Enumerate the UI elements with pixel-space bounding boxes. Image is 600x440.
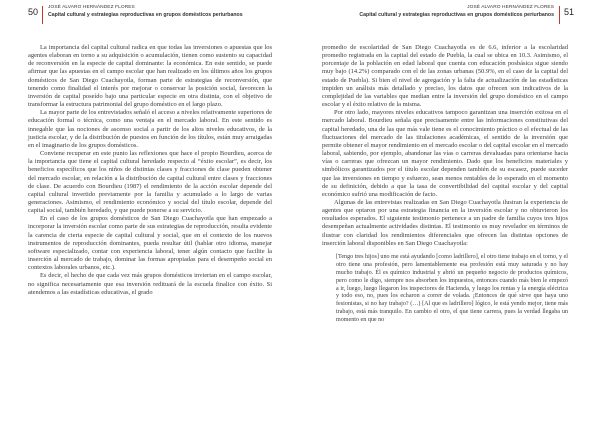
right-paragraph-3: Algunas de las entrevistas realizadas en San Diego Cuachayotla ilustran la experiencia de agentes que optaron por una estrategia financia en la inversión escolar y no obtuvieron los resultados esperados. El siguiente testimonio pertenece a un padre de familia cuyos tres hijos desempeñan actualmente actividades distintas. El testimonio es muy revelador en términos de ilustrar con claridad los rendimientos diferenciales que ofrecen las distintas opciones de inserción laboral disponibles en San Diego Cuachayotla: [322, 198, 568, 247]
left-paragraph-2: La mayor parte de los entrevistados señaló el acceso a niveles relativamente superiores de educación formal o técnica, como una ventaja en el mercado laboral. En este sentido es innegable que las nociones de ascenso social a partir de los altos niveles educativos, de la justicia escolar, y de la distribución de puestos en función de los títulos, están muy arraigadas en el imaginario de los grupos domésticos. [28, 109, 272, 149]
right-page-number: 51 [563, 7, 574, 17]
left-page-header [28, 4, 276, 26]
right-page-header [322, 4, 574, 26]
right-header-title: Capital cultural y estrategias reproductivas en grupos domésticos periurbanos [359, 12, 554, 18]
left-paragraph-1: La importancia del capital cultural radica en que todas las inversiones o apuestas que los agentes elaboran en torno a su adquisición o acumulación, tienen como sustento su capacidad de reconversión en la especie de capital dominante: la económica. En este sentido, se puede afirmar que las apuestas en el campo escolar que han realizado en los últimos años los grupos domésticos de San Diego Cuachayotla, forman parte de estrategias de reconversión, que tenendo como finalidad el interés por mejorar o conservar la posición social, favorecen la inversión de capital poseído bajo una particular especie en otra distinta, con el objetivo de transformar la estructura patrimonial del grupo doméstico en el largo plazo. [28, 44, 272, 109]
left-page-number: 50 [28, 7, 39, 17]
left-header-divider [42, 6, 43, 24]
right-page [300, 0, 600, 440]
right-header-divider [559, 6, 560, 24]
left-paragraph-5: Es decir, el hecho de que cada vez más grupos domésticos inviertan en el campo escolar, no significa necesariamente que esa inversión redituará de la escuela finalice con éxito. Si atendemos a las estadísticas educativas, el grado [28, 272, 272, 296]
right-page-body [322, 44, 568, 325]
right-header-author: JOSÉ ALVARO HERNÁNDEZ FLORES [467, 5, 554, 10]
right-paragraph-2: Por otro lado, mayores niveles educativos tampoco garantizan una inserción exitosa en el mercado laboral. Bourdieu señala que precisamente entre las informaciones constitutivas del capital heredado, una de las que más vale tiene es el conocimiento práctico o el efectual de las fluctuaciones del mercado de las titulaciones académicas, el sentido de la inversión que permite obtener el mayor rendimiento en el mercado escolar o del capital escolar en el mercado laboral, sabiendo, por ejemplo, abandonar las vías o carreras devaluadas para orientarse hacia vías o carreras que ofrezcan un mayor rendimiento. Dado que los beneficios materiales y simbólicos garantizados por el título escolar dependen también de su escasez, puede suceder que las inversiones en tiempo y esfuerzo, sean menos rentables de lo esperado en el momento de su definición, debido a que la tasa de convertibilidad del capital escolar y del capital económico sufrió una modificación de facto. [322, 109, 568, 198]
left-paragraph-3: Conviene recuperar en este punto las reflexiones que hace el propio Bourdieu, acerca de la importancia que tiene el capital cultural heredado respecto al “éxito escolar”, es decir, los beneficios específicos que los niños de distintas clases y fracciones de clase pueden obtener del mercado escolar, en relación a la distribución de capital cultural entre clases y fracciones de clase. De acuerdo con Bourdieu (1987) el rendimiento de la acción escolar depende del capital cultural invertido previamente por la familia y acumulado a lo largo de varias generaciones. Asimismo, el rendimiento económico y social del título escolar, depende del capital social, también heredado, y que puede ponerse a su servicio. [28, 150, 272, 215]
left-paragraph-4: En el caso de los grupos domésticos de San Diego Cuachayotla que han empezado a incorporar la inversión escolar como parte de sus estrategias de reproducción, resulta evidente la carencia de cierta especie de capital cultural y social, que en el contexto de los nuevos instrumentos de reproducción dominantes, pueda resultar útil (hablar otro idioma, manejar software especializado, contar con experiencia laboral, tener algún contacto que facilite la inserción al mercado de trabajo, dominar las formas apropiadas para el desempeño social en contextos laborales urbanos, etc.). [28, 215, 272, 272]
left-page-body [28, 44, 272, 297]
left-header-title: Capital cultural y estrategias reproductivas en grupos domésticos periurbanos [48, 12, 243, 18]
right-paragraph-1: promedio de escolaridad de San Diego Cuachayotla es de 6.6, inferior a la escolaridad promedio registrada en la capital del estado de Puebla, la cual se ubica en 10.3. Asimismo, el porcentaje de la población en edad laboral que cuenta con educación posbásica sigue siendo muy bajo (14.2%) comparado con el de las zonas urbanas (50.9%, en el caso de la capital del estado de Puebla). Si bien el nivel de agregación y la falta de actualización de las estadísticas impiden un análisis más detallado y preciso, los datos que ofrecen son indicativos de la complejidad de las variables que median entre la inversión del grupo doméstico en el campo escolar y el éxito relativo de la misma. [322, 44, 568, 109]
interview-quote: [Tengo tres hijos] uno me está ayudando [como ladrillero], el otro tiene trabajo en el torno, y el otro tiene una profesión, pero lamentablemente esa profesión está muy saturada y no hay mucho trabajo. Él es químico industrial y abrió un pequeño negocio de productos químicos, pero como le digo, siempre nos absorben los impuestos, entonces cuando más bien le empezó a ir, luego, luego llegaron los inspectores de Hacienda, y luego los rentas y la energía eléctrica y todo eso, no, pues los echaron a correr de volada. ¡Entonces de qué sirve que haya uno fesionistas, si no hay trabajo? (…) [Al que es ladrillero] lógico, le está yendo mejor, tiene más trabajo, está más tranquilo. En cambio el otro, el que tiene carrera, pues la verdad llegaba un momento en que no [336, 253, 568, 324]
left-header-author: JOSÉ ALVARO HERNÁNDEZ FLORES [48, 5, 135, 10]
